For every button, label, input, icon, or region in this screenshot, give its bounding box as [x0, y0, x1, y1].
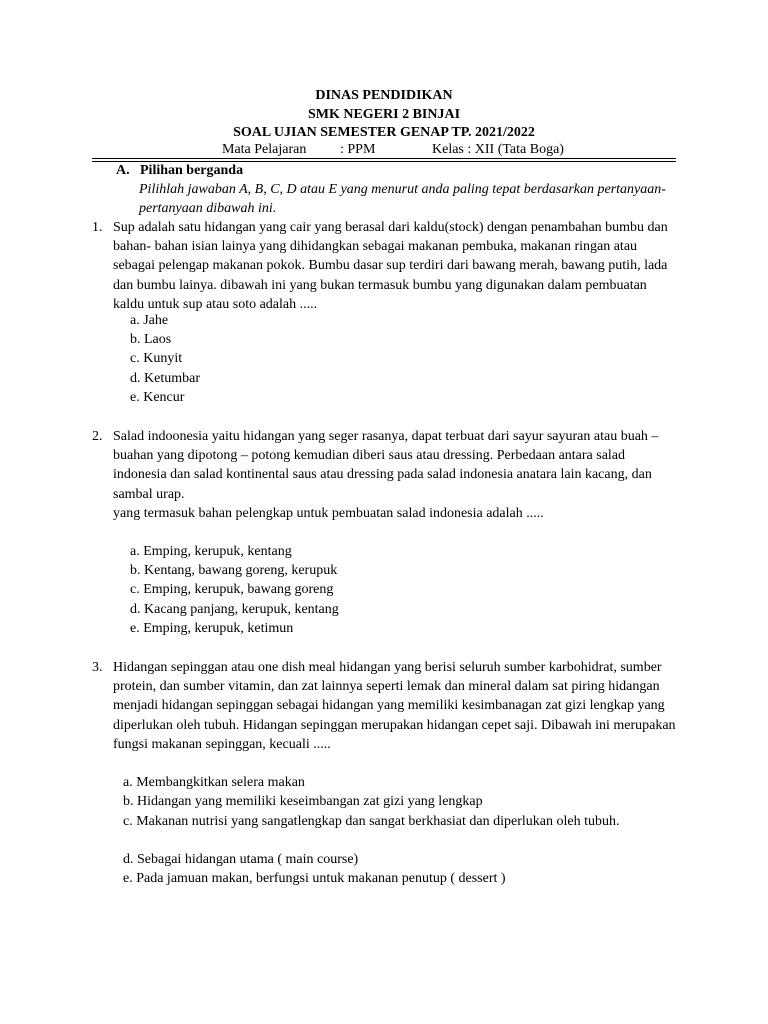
answer-option: c. Emping, kerupuk, bawang goreng	[130, 582, 334, 597]
section-title: Pilihan berganda	[140, 163, 244, 178]
answer-option: b. Hidangan yang memiliki keseimbangan zat gizi yang lengkap	[123, 794, 483, 809]
answer-option: a. Emping, kerupuk, kentang	[130, 544, 292, 559]
question-prompt: yang termasuk bahan pelengkap untuk pembuatan salad indonesia adalah .....	[113, 506, 544, 521]
class-info: Kelas : XII (Tata Boga)	[432, 142, 564, 157]
answer-option: c. Kunyit	[130, 351, 183, 366]
answer-option: b. Kentang, bawang goreng, kerupuk	[130, 563, 338, 578]
answer-option: e. Pada jamuan makan, berfungsi untuk makanan penutup ( dessert )	[123, 871, 506, 886]
question-text: Sup adalah satu hidangan yang cair yang berasal dari kaldu(stock) dengan penambahan bumbu dan bahan- bahan isian lainya yang dihidangkan sebagai makanan pembuka, makanan ringan atau sebagai pelengap makanan pokok. Bumbu dasar sup terdiri dari bawang merah, bawang putih, lada dan bumbu lainya. dibawah ini yang bukan termasuk bumbu yang digunakan dalam pembuatan kaldu untuk sup atau soto adalah .....	[113, 220, 668, 312]
question-number: 1.	[92, 220, 103, 235]
header-school: SMK NEGERI 2 BINJAI	[307, 107, 461, 122]
question-number: 3.	[92, 660, 103, 675]
answer-option: a. Membangkitkan selera makan	[123, 775, 305, 790]
header-agency: DINAS PENDIDIKAN	[315, 88, 453, 103]
answer-option: d. Sebagai hidangan utama ( main course)	[123, 852, 359, 867]
answer-option: d. Kacang panjang, kerupuk, kentang	[130, 602, 339, 617]
answer-option: e. Emping, kerupuk, ketimun	[130, 621, 294, 636]
exam-meta	[222, 140, 682, 159]
header-exam-title: SOAL UJIAN SEMESTER GENAP TP. 2021/2022	[233, 125, 535, 140]
subject-value: : PPM	[340, 142, 376, 157]
section-instruction: Pilihlah jawaban A, B, C, D atau E yang menurut anda paling tepat berdasarkan pertanyaan-pertanyaan dibawah ini.	[139, 182, 666, 216]
question-text: Salad indoonesia yaitu hidangan yang seger rasanya, dapat terbuat dari sayur sayuran atau buah – buahan yang dipotong – potong kemudian diberi saus atau dressing. Perbedaan antara salad indonesia dan salad kontinental saus atau dressing pada salad indonesia anatara lain kacang, dan sambal urap.	[113, 429, 659, 502]
header-divider-top	[92, 158, 676, 159]
question-number: 2.	[92, 429, 103, 444]
section-letter: A.	[116, 163, 130, 178]
answer-option: a. Jahe	[130, 313, 169, 328]
answer-option: c. Makanan nutrisi yang sangatlengkap dan sangat berkhasiat dan diperlukan oleh tubuh.	[123, 814, 620, 829]
answer-option: e. Kencur	[130, 390, 185, 405]
answer-option: d. Ketumbar	[130, 371, 200, 386]
question-text: Hidangan sepinggan atau one dish meal hidangan yang berisi seluruh sumber karbohidrat, sumber protein, dan sumber vitamin, dan zat lainnya seperti lemak dan mineral dalam sat piring hidangan menjadi hidangan sepinggan sebagai hidangan yang memiliki kesimbanagan zat gizi lengkap yang diperlukan oleh tubuh. Hidangan sepinggan merupakan hidangan cepet saji. Dibawah ini merupakan fungsi makanan sepinggan, kecuali .....	[113, 660, 676, 752]
subject-label: Mata Pelajaran	[222, 142, 307, 157]
answer-option: b. Laos	[130, 332, 172, 347]
